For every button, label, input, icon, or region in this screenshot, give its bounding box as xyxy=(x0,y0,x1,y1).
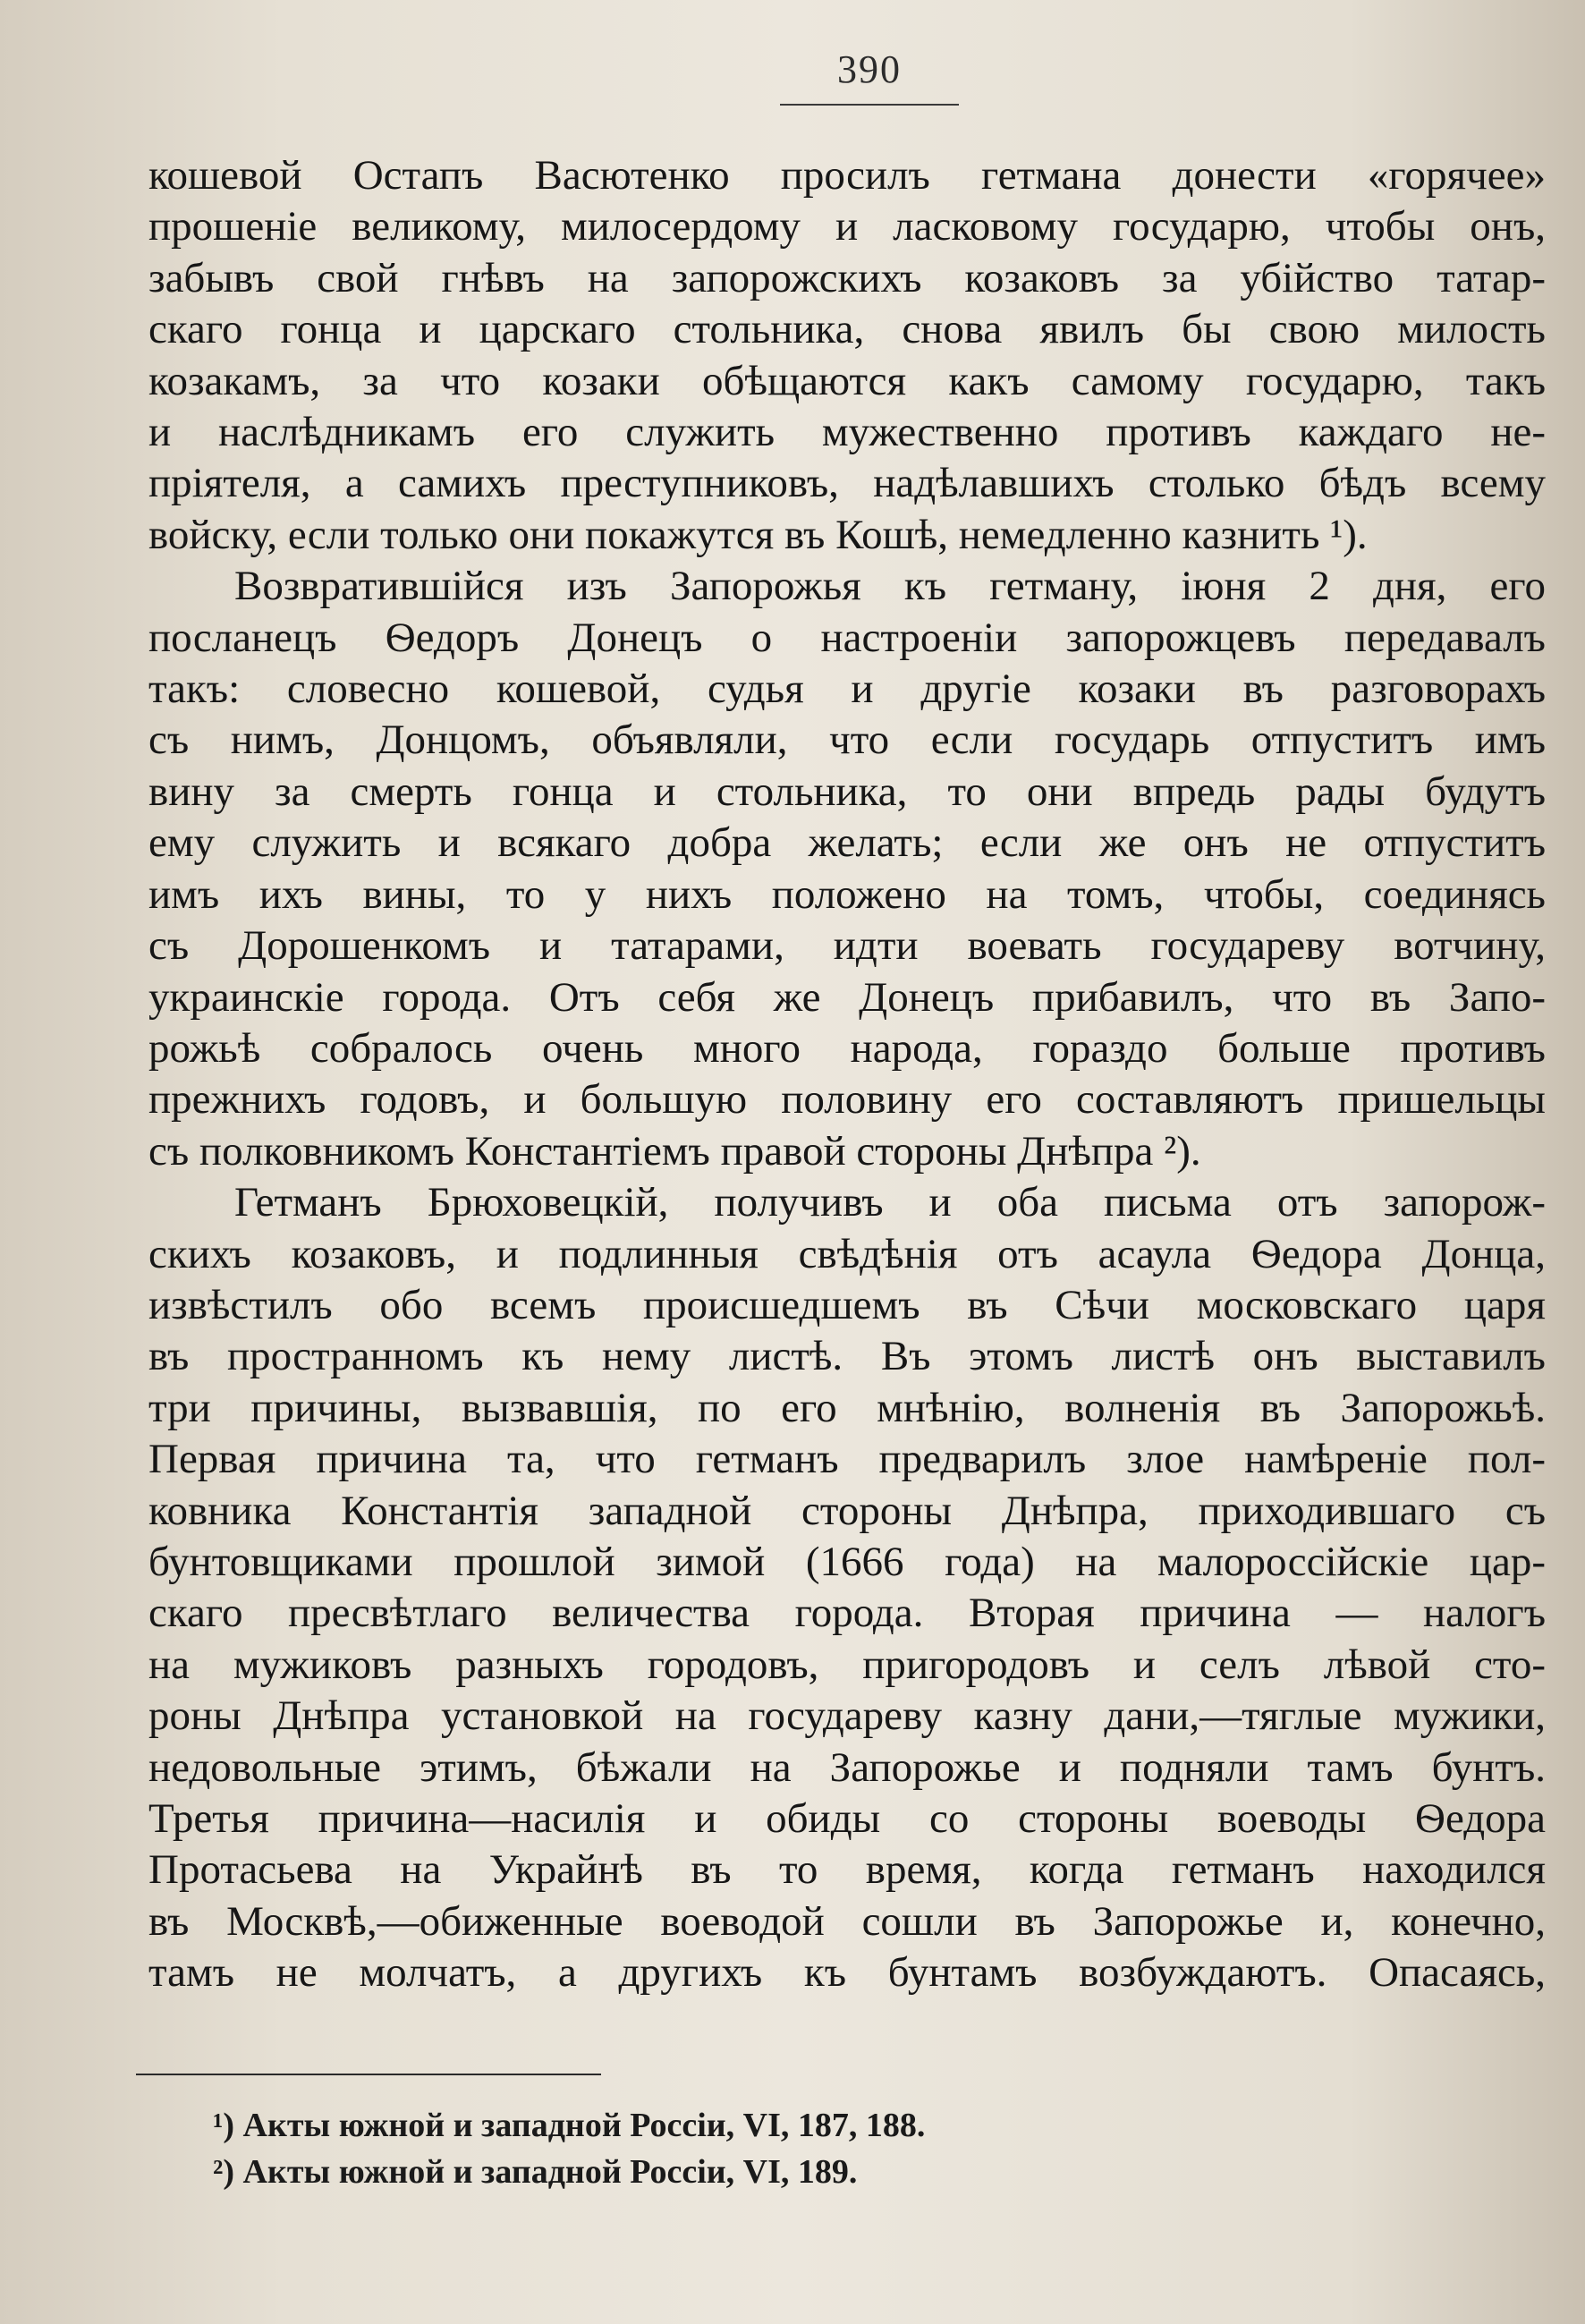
text-line: роны Днѣпра установкой на государеву казну дани,—тяглые мужики, xyxy=(148,1692,1546,1740)
text-line: на мужиковъ разныхъ городовъ, пригородовъ и селъ лѣвой сто- xyxy=(148,1641,1546,1688)
text-line: имъ ихъ вины, то у нихъ положено на томъ, чтобы, соединясь xyxy=(148,870,1546,918)
text-line: Первая причина та, что гетманъ предварилъ злое намѣреніе пол- xyxy=(148,1436,1546,1483)
text-line: ему служить и всякаго добра желать; если же онъ не отпуститъ xyxy=(148,819,1546,867)
text-line: посланецъ Ѳедоръ Донецъ о настроеніи запорожцевъ передавалъ xyxy=(148,614,1546,661)
text-line: кошевой Остапъ Васютенко просилъ гетмана донести «горячее» xyxy=(148,152,1546,199)
text-line: недовольные этимъ, бѣжали на Запорожье и подняли тамъ бунтъ. xyxy=(148,1743,1546,1791)
text-line: вину за смерть гонца и стольника, то они впредь рады будутъ xyxy=(148,768,1546,815)
text-line: Возвратившійся изъ Запорожья къ гетману, іюня 2 дня, его xyxy=(234,563,1546,610)
text-line: забывъ свой гнѣвъ на запорожскихъ козаковъ за убійство татар- xyxy=(148,254,1546,301)
paragraph-1 xyxy=(148,150,1546,561)
text-line: рожьѣ собралось очень много народа, гораздо больше противъ xyxy=(148,1024,1546,1072)
text-line: въ Москвѣ,—обиженные воеводой сошли въ Запорожье и, конечно, xyxy=(148,1897,1546,1945)
page-number-rule xyxy=(780,104,959,106)
text-line: съ полковникомъ Константіемъ правой стороны Днѣпра ²). xyxy=(148,1127,1201,1175)
text-line: Гетманъ Брюховецкій, получивъ и оба письма отъ запорож- xyxy=(234,1179,1546,1226)
footnote-1: ¹) Акты южной и западной Россіи, VI, 187, 188. xyxy=(213,2107,926,2144)
text-line: войску, если только они покажутся въ Кошѣ, немедленно казнить ¹). xyxy=(148,511,1368,558)
text-line: три причины, вызвавшія, по его мнѣнію, волненія въ Запорожьѣ. xyxy=(148,1384,1546,1431)
paragraph-2 xyxy=(148,561,1546,1177)
text-line: прошеніе великому, милосердому и ласковому государю, чтобы онъ, xyxy=(148,203,1546,250)
text-line: прежнихъ годовъ, и большую половину его составляютъ пришельцы xyxy=(148,1076,1546,1124)
body-text xyxy=(148,150,1546,1999)
text-line: и наслѣдникамъ его служить мужественно противъ каждаго не- xyxy=(148,409,1546,456)
text-line: скаго пресвѣтлаго величества города. Вторая причина — налогъ xyxy=(148,1590,1546,1637)
text-line: украинскіе города. Отъ себя же Донецъ прибавилъ, что въ Запо- xyxy=(148,973,1546,1021)
text-line: бунтовщиками прошлой зимой (1666 года) на малороссійскіе цар- xyxy=(148,1538,1546,1585)
footnote-2: ²) Акты южной и западной Россіи, VI, 189. xyxy=(213,2153,858,2191)
paragraph-3 xyxy=(148,1177,1546,1999)
text-line: тамъ не молчатъ, а другихъ къ бунтамъ возбуждаютъ. Опасаясь, xyxy=(148,1949,1546,1997)
text-line: ковника Константія западной стороны Днѣпра, приходившаго съ xyxy=(148,1487,1546,1534)
text-line: такъ: словесно кошевой, судья и другіе козаки въ разговорахъ xyxy=(148,666,1546,713)
text-line: козакамъ, за что козаки обѣщаются какъ самому государю, такъ xyxy=(148,357,1546,404)
text-line: пріятеля, а самихъ преступниковъ, надѣлавшихъ столько бѣдъ всему xyxy=(148,460,1546,507)
page-number: 390 xyxy=(837,47,902,91)
text-line: Протасьева на Украйнѣ въ то время, когда гетманъ находился xyxy=(148,1846,1546,1894)
text-line: скихъ козаковъ, и подлинныя свѣдѣнія отъ асаула Ѳедора Донца, xyxy=(148,1230,1546,1277)
text-line: съ Дорошенкомъ и татарами, идти воевать государеву вотчину, xyxy=(148,922,1546,970)
text-line: съ нимъ, Донцомъ, объявляли, что если государь отпуститъ имъ xyxy=(148,717,1546,764)
text-line: въ пространномъ къ нему листѣ. Въ этомъ листѣ онъ выставилъ xyxy=(148,1333,1546,1380)
text-line: Третья причина—насилія и обиды со стороны воеводы Ѳедора xyxy=(148,1795,1546,1842)
text-line: скаго гонца и царскаго стольника, снова явилъ бы свою милость xyxy=(148,306,1546,353)
text-line: извѣстилъ обо всемъ происшедшемъ въ Сѣчи московскаго царя xyxy=(148,1281,1546,1328)
footnote-rule xyxy=(136,2074,601,2075)
footnotes xyxy=(213,2102,925,2195)
